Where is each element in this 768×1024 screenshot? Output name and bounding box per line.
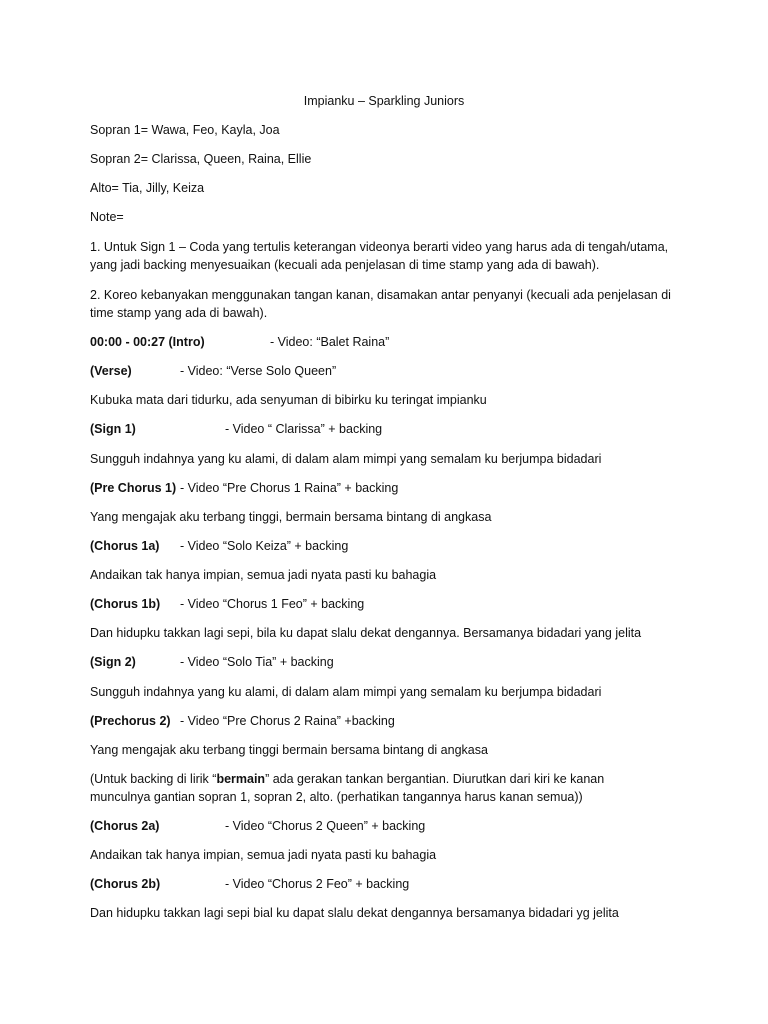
section-cue: - Video “Pre Chorus 1 Raina” + backing	[180, 481, 399, 495]
section-label: (Verse)	[90, 364, 132, 378]
lyric-line: Sungguh indahnya yang ku alami, di dalam alam mimpi yang semalam ku berjumpa bidadari	[90, 685, 602, 699]
section-label: (Prechorus 2)	[90, 714, 171, 728]
lyric-line: Dan hidupku takkan lagi sepi, bila ku dapat slalu dekat dengannya. Bersamanya bidadari yang jelita	[90, 626, 642, 640]
section-cue: - Video “Solo Keiza” + backing	[180, 539, 349, 553]
lyric-line: Andaikan tak hanya impian, semua jadi nyata pasti ku bahagia	[90, 568, 437, 582]
lyric-line: Andaikan tak hanya impian, semua jadi nyata pasti ku bahagia	[90, 848, 437, 862]
lyric-line: Yang mengajak aku terbang tinggi, bermain bersama bintang di angkasa	[90, 510, 492, 524]
section-cue: - Video “Chorus 2 Queen” + backing	[225, 819, 426, 833]
lyric-line: Kubuka mata dari tidurku, ada senyuman di bibirku ku teringat impianku	[90, 393, 487, 407]
section-label: (Chorus 2b)	[90, 877, 161, 891]
backing-note-line1	[90, 771, 604, 788]
section-label: (Chorus 1a)	[90, 539, 160, 553]
lyric-line: Yang mengajak aku terbang tinggi bermain bersama bintang di angkasa	[90, 743, 488, 757]
section-cue: - Video “Chorus 2 Feo” + backing	[225, 877, 410, 891]
backing-note-emphasis: bermain	[216, 772, 266, 786]
sopran1-line: Sopran 1= Wawa, Feo, Kayla, Joa	[90, 123, 280, 137]
section-cue: - Video “Chorus 1 Feo” + backing	[180, 597, 365, 611]
sopran2-line: Sopran 2= Clarissa, Queen, Raina, Ellie	[90, 152, 312, 166]
section-cue: - Video “Pre Chorus 2 Raina” +backing	[180, 714, 395, 728]
note-label: Note=	[90, 210, 124, 224]
section-label: (Chorus 2a)	[90, 819, 160, 833]
backing-note-part2: ” ada gerakan tankan bergantian. Diurutkan dari kiri ke kanan	[265, 772, 605, 786]
section-label: 00:00 - 00:27 (Intro)	[90, 335, 205, 349]
section-label: (Sign 1)	[90, 422, 136, 436]
section-cue: - Video: “Verse Solo Queen”	[180, 364, 337, 378]
section-cue: - Video “Solo Tia” + backing	[180, 655, 334, 669]
lyric-line: Sungguh indahnya yang ku alami, di dalam alam mimpi yang semalam ku berjumpa bidadari	[90, 452, 602, 466]
document-title: Impianku – Sparkling Juniors	[303, 94, 465, 108]
section-label: (Sign 2)	[90, 655, 136, 669]
section-cue: - Video: “Balet Raina”	[270, 335, 390, 349]
backing-note-line2: munculnya gantian sopran 1, sopran 2, alto. (perhatikan tangannya harus kanan semua))	[90, 790, 583, 804]
section-label: (Chorus 1b)	[90, 597, 161, 611]
section-label: (Pre Chorus 1)	[90, 481, 177, 495]
note2-line2: time stamp yang ada di bawah).	[90, 306, 268, 320]
alto-line: Alto= Tia, Jilly, Keiza	[90, 181, 205, 195]
note1-line2: yang jadi backing menyesuaikan (kecuali ada penjelasan di time stamp yang ada di bawah).	[90, 258, 600, 272]
note2-line1: 2. Koreo kebanyakan menggunakan tangan kanan, disamakan antar penyanyi (kecuali ada penjelasan di	[90, 288, 671, 302]
section-cue: - Video “ Clarissa” + backing	[225, 422, 383, 436]
note1-line1: 1. Untuk Sign 1 – Coda yang tertulis keterangan videonya berarti video yang harus ada di tengah/utama,	[90, 240, 669, 254]
lyric-line: Dan hidupku takkan lagi sepi bial ku dapat slalu dekat dengannya bersamanya bidadari yg jelita	[90, 906, 619, 920]
backing-note-part1: (Untuk backing di lirik “	[90, 772, 217, 786]
